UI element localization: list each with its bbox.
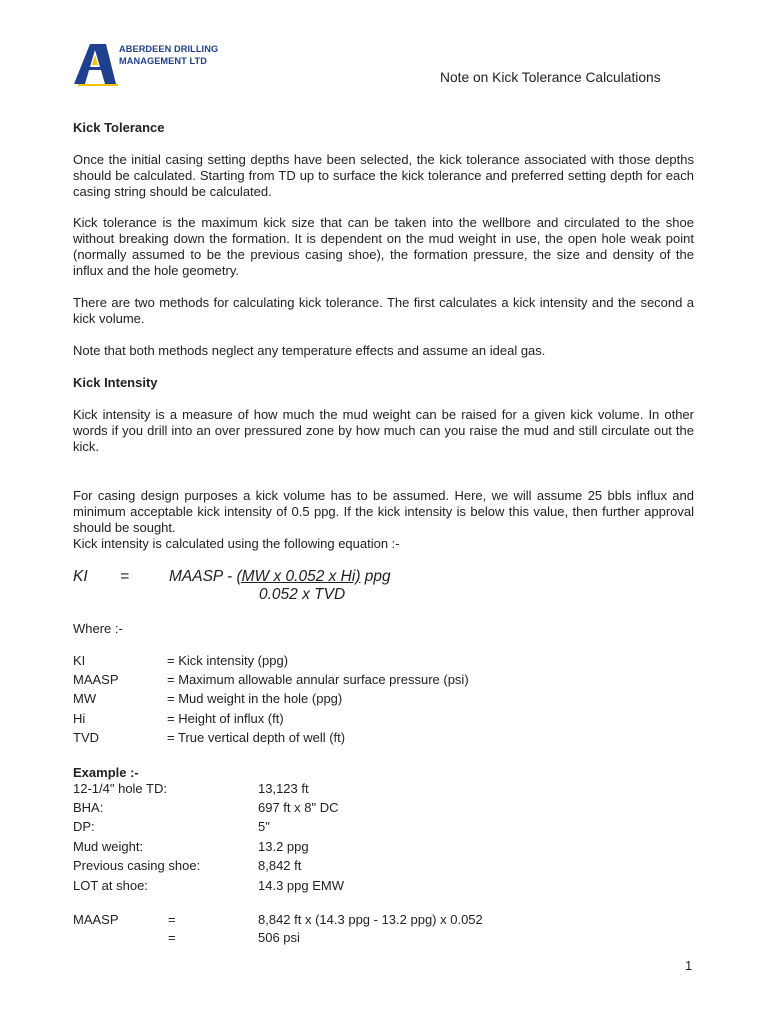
maasp-equals: = (168, 930, 176, 945)
definition-text: = Height of influx (ft) (167, 711, 284, 726)
maasp-label: MAASP (73, 912, 119, 927)
company-name (119, 43, 218, 67)
definition-term: Hi (73, 711, 86, 726)
definition-term: KI (73, 653, 86, 668)
paragraph: There are two methods for calculating kick tolerance. The first calculates a kick intensity and the second a kick volume. (73, 295, 694, 326)
example-value: 13,123 ft (258, 781, 309, 796)
definition-term: MAASP (73, 672, 119, 687)
definition-text: = Kick intensity (ppg) (167, 653, 289, 668)
company-name-line1: ABERDEEN DRILLING (119, 44, 219, 54)
where-label: Where :- (73, 621, 123, 636)
company-name-line2: MANAGEMENT LTD (119, 56, 207, 66)
equation-denominator: 0.052 x TVD (259, 586, 346, 603)
equation-numerator-prefix: MAASP - (169, 568, 237, 585)
example-heading: Example :- (73, 765, 139, 780)
example-label: LOT at shoe: (73, 878, 148, 893)
paragraph: Once the initial casing setting depths have been selected, the kick tolerance associated with those depths should be calculated. Starting from TD up to surface the kick tolerance and preferred setting depth for each casing string should be calculated. (73, 152, 694, 199)
equation-numerator-underlined: (MW x 0.052 x Hi) (236, 568, 361, 585)
maasp-result: 506 psi (258, 930, 300, 945)
paragraph: Kick tolerance is the maximum kick size that can be taken into the wellbore and circulated to the shoe without breaking down the formation. It is dependent on the mud weight in use, the open hole weak point (normally assumed to be the previous casing shoe), the formation pressure, the size and density of the influx and the hole geometry. (73, 215, 694, 278)
example-value: 14.3 ppg EMW (258, 878, 344, 893)
document-title: Note on Kick Tolerance Calculations (440, 70, 661, 85)
equation-equals: = (120, 568, 130, 585)
example-label: BHA: (73, 800, 104, 815)
maasp-expression: 8,842 ft x (14.3 ppg - 13.2 ppg) x 0.052 (258, 912, 483, 927)
definition-term: MW (73, 691, 97, 706)
example-value: 8,842 ft (258, 858, 302, 873)
equation-numerator (169, 568, 391, 586)
paragraph: Kick intensity is a measure of how much the mud weight can be raised for a given kick volume. In other words if you drill into an over pressured zone by how much can you raise the mud and still circulate out the kick. (73, 407, 694, 454)
example-value: 5" (258, 819, 270, 834)
example-label: Previous casing shoe: (73, 858, 201, 873)
equation-lhs: KI (73, 568, 88, 585)
definition-text: = Maximum allowable annular surface pressure (psi) (167, 672, 469, 687)
equation-numerator-unit: ppg (360, 568, 391, 585)
maasp-equals: = (168, 912, 176, 927)
example-value: 697 ft x 8" DC (258, 800, 339, 815)
example-label: Mud weight: (73, 839, 144, 854)
paragraph: For casing design purposes a kick volume has to be assumed. Here, we will assume 25 bbls influx and minimum acceptable kick intensity of 0.5 ppg. If the kick intensity is below this value, then further approval should be sought. (73, 488, 694, 535)
example-label: DP: (73, 819, 95, 834)
paragraph: Note that both methods neglect any temperature effects and assume an ideal gas. (73, 343, 546, 358)
example-value: 13.2 ppg (258, 839, 309, 854)
definition-term: TVD (73, 730, 99, 745)
page-number: 1 (685, 958, 693, 973)
example-label: 12-1/4" hole TD: (73, 781, 167, 796)
definition-text: = True vertical depth of well (ft) (167, 730, 346, 745)
section-heading-kick-tolerance: Kick Tolerance (73, 120, 165, 135)
paragraph: Kick intensity is calculated using the following equation :- (73, 536, 400, 551)
definition-text: = Mud weight in the hole (ppg) (167, 691, 343, 706)
section-heading-kick-intensity: Kick Intensity (73, 375, 158, 390)
